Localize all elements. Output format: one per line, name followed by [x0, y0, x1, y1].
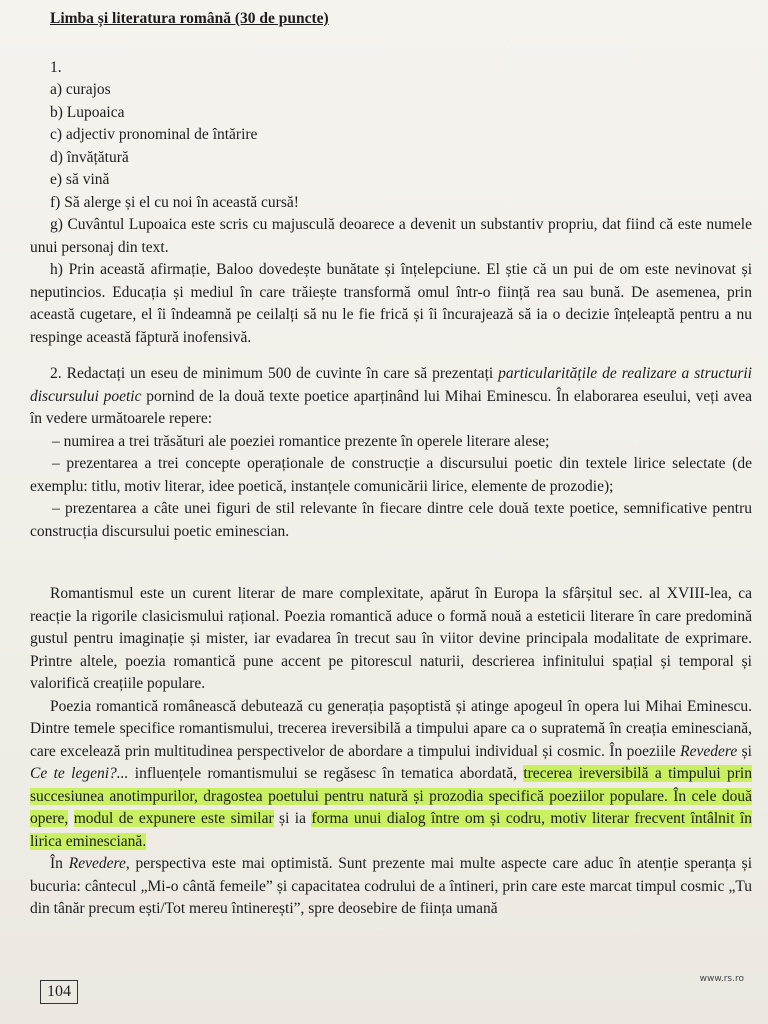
answer-f: f) Să alerge și el cu noi în această cursă!	[50, 193, 299, 211]
essay-p3-part-a: În	[50, 855, 69, 872]
answer-b: b) Lupoaica	[50, 103, 125, 121]
essay-p2-part-d: și ia	[273, 810, 312, 827]
essay-p3-part-b: , perspectiva este mai optimistă. Sunt prezente mai multe aspecte care aduc în atenție speranța și bucuria: cântecul „Mi-o cântă femeile” și capacitatea codrului de a întineri, prin care este marcat timpul cosmic „Tu din tânăr precum ești/Tot mereu întinerești”, spre deosebire de ființa umană	[30, 855, 752, 917]
answer-g: g) Cuvântul Lupoaica este scris cu majusculă deoarece a devenit un substantiv propriu, dat fiind că este numele unui personaj din text.	[30, 216, 752, 256]
question-2-prompt	[30, 363, 752, 431]
essay-p3-title-revedere: Revedere	[68, 855, 126, 872]
question-2-intro-b: pornind de la două texte poetice aparținând lui Mihai Eminescu. În elaborarea eseului, veți avea în vedere următoarele repere:	[30, 387, 752, 427]
answer-e: e) să vină	[50, 171, 110, 188]
page-number: 104	[40, 980, 78, 1004]
essay-p2-and: și	[737, 742, 752, 760]
question-2-intro-italic: particularitățile de realizare a structurii discursului poetic	[30, 365, 752, 405]
essay-p2-part-c	[68, 810, 73, 827]
publisher-url: www.rs.ro	[699, 974, 744, 984]
answer-h: h) Prin această afirmație, Baloo dovedește bunătate și înțelepciune. El știe că un pui de om este nevinovat și neputincios. Educația și mediul în care trăiește transformă omul într-o ființă rea sau bună. De asemenea, prin această cugetare, el îi îndeamnă pe ceilalți să nu le fie frică și îi încurajează să ia o decizie înțeleaptă pentru a nu respinge această făptură inofensivă.	[30, 261, 752, 346]
question-1-number: 1.	[50, 58, 62, 76]
essay-p2-title-ce-te-legeni: Ce te legeni?...	[30, 765, 129, 782]
question-2-bullet-1: – numirea a trei trăsături ale poeziei romantice prezente în operele literare alese;	[52, 432, 550, 450]
essay-paragraph-3	[30, 853, 752, 921]
essay-p2-part-a: Poezia romantică românească debutează cu generația pașoptistă și atinge apogeul în opera lui Mihai Eminescu. Dintre temele specifice romantismului, trecerea ireversibilă a timpului apare ca o supratemă în creația eminesciană, care excelează prin multitudinea perspectivelor de abordare a timpului individual și cosmic. În poeziile	[30, 697, 752, 760]
essay-paragraph-2	[30, 696, 752, 854]
question-2-bullet-3: – prezentarea a câte unei figuri de stil relevante în fiecare dintre cele două texte poetice, semnificative pentru construcția discursului poetic eminescian.	[30, 500, 752, 540]
question-2-intro-a: 2. Redactați un eseu de minimum 500 de cuvinte în care să prezentați	[50, 365, 499, 382]
answer-a: a) curajos	[50, 81, 111, 98]
question-2-bullet-2: – prezentarea a trei concepte operaționale de construcție a discursului poetic din textele lirice selectate (de exemplu: titlu, motiv literar, idee poetică, instanțele comunicării lirice, elemente de prozodie);	[30, 455, 752, 495]
page-content	[30, 8, 752, 921]
essay-p2-highlight-1: trecerea ireversibilă a timpului prin succesiunea anotimpurilor, dragostea poetului pentru natură și prozodia specifică poeziilor populare. În cele două opere,	[30, 765, 752, 827]
essay-paragraph-1: Romantismul este un curent literar de mare complexitate, apărut în Europa la sfârșitul sec. al XVIII-lea, ca reacție la rigorile clasicismului rațional. Poezia romantică aduce o formă nouă a esteticii literare în care predomină gustul pentru imaginație și mister, iar evadarea în trecut sau în viitor devine principala modalitate de exprimare. Printre altele, poezia romantică pune accent pe pitorescul naturii, descrierea infinitului spațial și temporal și valorifică creațiile populare.	[30, 585, 752, 692]
essay-p2-highlight-3: forma unui dialog între om și codru, motiv literar frecvent întâlnit în lirica eminesciană.	[30, 810, 753, 850]
essay-p2-title-revedere: Revedere	[680, 742, 738, 760]
essay-p2-highlight-2: modul de expunere este similar	[73, 810, 274, 827]
essay-p2-part-b: influențele romantismului se regăsesc în tematica abordată,	[128, 765, 524, 782]
section-heading: Limba și literatura română (30 de puncte)	[50, 10, 329, 27]
answer-d: d) învățătură	[50, 148, 129, 166]
answer-c: c) adjectiv pronominal de întărire	[50, 126, 258, 143]
